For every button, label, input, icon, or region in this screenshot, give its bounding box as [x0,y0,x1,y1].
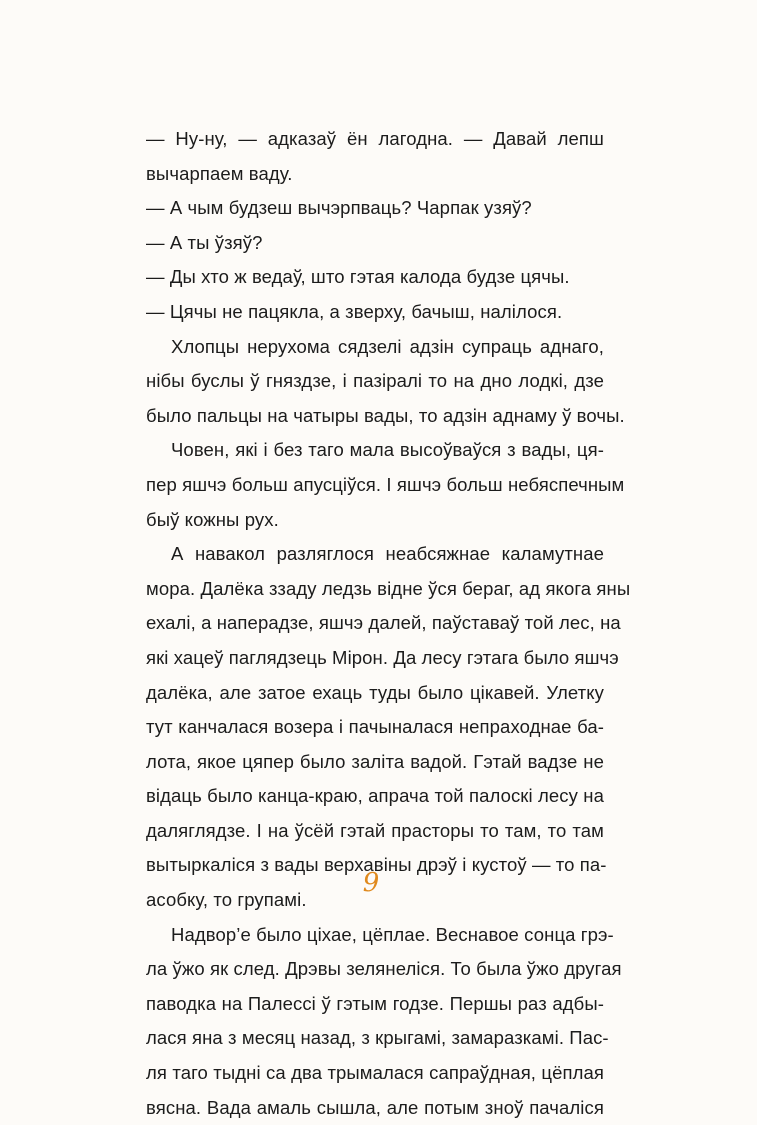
text-line: вычарпаем ваду. [146,162,293,184]
text-line: ехалі, а наперадзе, яшчэ далей, паўставаў той лес, на [146,612,621,634]
text-line: лася яна з месяц назад, з крыгамі, замаразкамі. Пас- [146,1027,609,1049]
text-line: асобку, то групамі. [146,889,307,911]
text-line: лота, якое цяпер было заліта вадой. Гэтай вадзе не [146,750,604,772]
text-line: нібы буслы ў гняздзе, і пазіралі то на дно лодкі, дзе [146,370,604,392]
page-number: 9 [362,868,380,898]
text-line: Надвор’е было ціхае, цёплае. Веснавое сонца грэ- [171,923,614,945]
text-line: Човен, які і без таго мала высоўваўся з вады, ця- [171,439,604,461]
text-line: пер яшчэ больш апусціўся. І яшчэ больш небяспечным [146,473,625,495]
text-line: — Ды хто ж ведаў, што гэтая калода будзе цячы. [146,266,570,288]
text-line: А навакол разляглося неабсяжнае каламутнае [171,543,604,565]
text-line: Хлопцы нерухома сядзелі адзін супраць аднаго, [171,335,604,357]
text-line: які хацеў паглядзець Мірон. Да лесу гэтага было яшчэ [146,646,619,668]
text-line: — А чым будзеш вычэрпваць? Чарпак узяў? [146,197,532,219]
text-line: — А ты ўзяў? [146,231,263,253]
text-line: — Цячы не пацякла, а зверху, бачыш, налілося. [146,300,563,322]
text-line: ла ўжо як след. Дрэвы зелянеліся. То была ўжо другая [146,958,622,980]
text-line: ля таго тыдні са два трымалася сапраўдная, цёплая [146,1062,604,1084]
text-line: відаць было канца-краю, апрача той палоскі лесу на [146,785,604,807]
text-line: тут канчалася возера і пачыналася непраходнае ба- [146,716,604,738]
text-line: — Ну-ну, — адказаў ён лагодна. — Давай лепш [146,128,604,149]
text-line: вясна. Вада амаль сышла, але потым зноў пачаліся [146,1096,604,1118]
text-line: мора. Далёка ззаду ледзь відне ўся бераг, ад якога яны [146,577,631,599]
text-line: быў кожны рух. [146,508,279,530]
text-line: далёка, але затое ехаць туды было цікавей. Улетку [146,681,604,703]
body-text [146,122,631,1125]
text-line: вытыркаліся з вады верхавіны дрэў і кустоў — то па- [146,854,607,876]
text-line: даляглядзе. І на ўсёй гэтай прасторы то там, то там [146,819,604,841]
text-line: паводка на Палессі ў гэтым годзе. Першы раз адбы- [146,992,604,1014]
text-line: было пальцы на чатыры вады, то адзін аднаму ў вочы. [146,404,625,426]
